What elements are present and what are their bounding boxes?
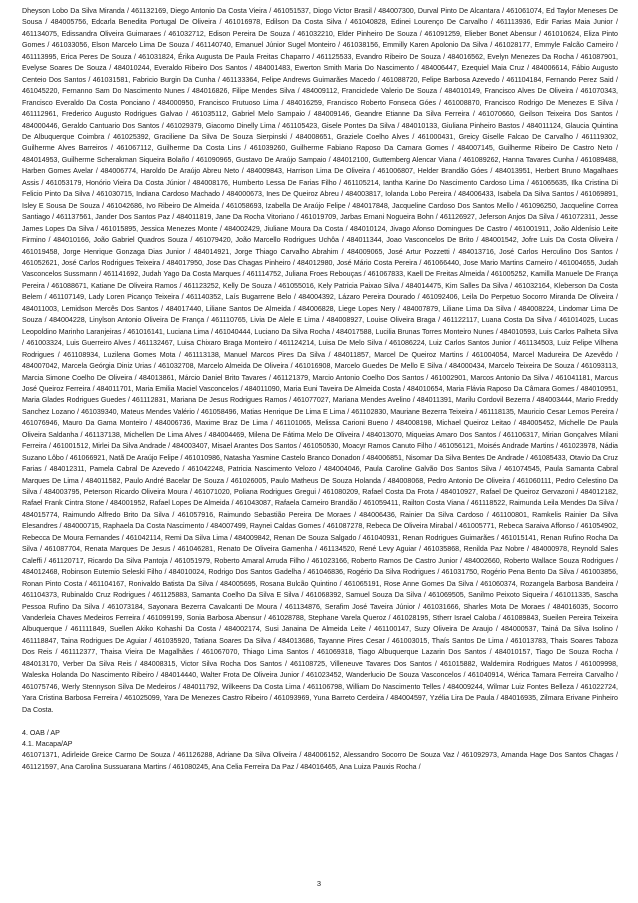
subsection-list-paragraph: 461071371, Adirleide Greice Carmo De Souza / 461126288, Adriane Da Silva Oliveira / 484006152, Alessandro Socorro De Souza Vaz / 461092973, Amanda Hage Dos Santos Chagas / 461121597, Ana Carolina Sussuarana Martins / 461080245, Ana Celia Ferreira Da Paz / 484016465, Ana Luiza Pauxis Rocha /	[22, 751, 618, 771]
document-page	[22, 6, 618, 773]
section-heading: 4. OAB / AP	[22, 728, 60, 737]
paragraph-spacer	[22, 716, 618, 727]
page-number: 3	[316, 879, 322, 888]
registrant-list-paragraph: Dheyson Lobo Da Silva Miranda / 461132169, Diego Antonio Da Costa Vieira / 461051537, Diogo Victor Brasil / 484007300, Durval Pinto De Alcantara / 461061074, Ed Taylor Meneses De Sousa / 484005756, Edcarla Benedita Portugal De Oliveira / 461016978, Edilson Da Costa Silva / 461040828, Edinei Lourenço De Carvalho / 461113936, Edir Farias Maia Junior / 461134075, Edissandra Oliveira Guimaraes / 461032712, Edison Pereira De Souza / 461032210, Elder Pinheiro De Souza / 461091259, Elieber Bonet Abensur / 461010624, Eliza Pinto Gomes / 461033056, Elson Marcelo Lima De Souza / 461140740, Emanuel Júnior Sugel Monteiro / 461038156, Emmilly Karen Apolonio Da Silva / 461028177, Emmyle Falcão Carneiro / 461113995, Erica Peres De Souza / 461031824, Érika Augusta De Paula Freitas Chaparro / 461125533, Evandro Ribeiro De Souza / 484016562, Evelyn Menezes Da Rocha / 461087901, Evelyse Soares De Souza / 484010244, Everaldo Ribeiro Dos Santos / 484001483, Ewerton Smith Maria Do Nascimento / 484006447, Ezequiel Maia Cruz / 484006614, Fábio Augusto Centeio Dos Santos / 461031581, Fabricio Burgin Da Cunha / 461133364, Felipe Andrews Guimarães Macedo / 461088720, Felipe Barbosa Azevedo / 461104184, Fernando Perez Said / 461045220, Fernanno Sam Do Nascimento Nunes / 484016826, Filipe Mendes Silva / 484009112, Franciclede Valerio De Souza / 484010149, Francisco Alves De Oliveira / 461070343, Francisco Everaldo Da Costa Ponciano / 484000950, Francisco Frutuoso Lima / 484016259, Francisco Roberto Fonseca Góes / 461008870, Francisco Rodrigo De Menezes E Silva / 461112961, Frederico Augusto Rodrigues Galvao / 461035112, Gabriel Melo Sampaio / 484009146, Geandre Etianne Da Silva Ferreira / 461070660, Geilson Teixeira Dos Santos / 484000446, Geraldo Cantuario Dos Santos / 461029379, Giacomo Dinelly Lima / 461105423, Gisele Pontes Da Silva / 484010133, Giuliana Pinheiro Bastos / 484011124, Glaucia Quintina De Albuquerque Coimbra / 461025392, Graciliene Da Silva De Souza Sierpinski / 484008651, Graziele Coelho Alves / 461000431, Greicy Giselle Falcao De Carvalho / 461119302, Guilherme Alves Barreiros / 461067112, Guilherme Da Costa Lins / 461039260, Guilherme Fabiano Raposo Da Camara Gomes / 484007145, Guilherme Ribeiro De Castro Neto / 484014953, Guilherme Scherakman Siqueira Bolaño / 461090965, Gustavo De Araújo Sampaio / 484012100, Guttemberg Alencar Viana / 461089262, Hanna Tavares Cunha / 461089488, Harben Gomes Avelar / 484006774, Haroldo De Araújo Abreu Neto / 484009843, Harrison Lima De Oliveira / 461006807, Helder Brandão Góes / 484013951, Herbert Bruno Magalhaes Assis / 461053179, Honório Vieira Da Costa Júnior / 484008176, Humberto Lessa De Farias Filho / 461105214, Iantha Karine Do Nascimento Cardoso Lima / 461065635, Ilka Cristina Di Felicio Pinto Da Silva / 461030715, Indiana Cardoso Machado / 484000673, Ines De Queiroz Abreu / 484003817, Iolanda Lobo Pereira / 484006433, Isabela Da Silva Santos / 461069891, Isley E Sousa De Souza / 461042686, Ivo Ribeiro De Almeida / 461058693, Izabella De Araújo Felipe / 484017848, Jacqueline Cardoso Dos Santos Mello / 461096250, Jacqueline Correa Santiago / 461137561, Jander Dos Santos Paz / 484011819, Jane Da Rocha Vitoriano / 461019709, Jarbas Ernani Nogueira Bohn / 461126927, Jeferson Anjos Da Silva / 461072311, Jesse James Lopes Da Silva / 461015895, Jessica Menezes Monte / 484002429, Jiuliane Moura Da Costa / 484010124, Jivago Afonso Domingues De Castro / 461001911, João Aldenísio Leite Firmino / 484010166, João Gabriel Quadros Souza / 461079420, João Marcello Rodrigues Uchôa / 484011344, Joao Vasconcelos De Brito / 484001542, Jofre Luis Da Costa Oliveira / 461019458, Jorge Henrique Gonzaga Dias Junior / 484014921, Jorge Thiago Carvalho Abrahim / 484009065, José Artur Pozzetti / 484013716, José Carlos Herculino Dos Santos / 461052621, José Carlos Rodrigues Teixeira / 484017950, Jose Das Chagas Pinheiro / 484012980, José Mário Costa Pereira / 461066440, Jose Mario Martins Carneiro / 461004655, Judah Vasconcelos Sussmann / 461141692, Judah Yago Da Costa Marques / 461114752, Juliana Froes Rebouças / 461067833, Kaell De Freitas Almeida / 461005252, Kamilla Manuele De França Pereira / 461088671, Katiane De Oliveira Ramos / 461123252, Kelly De Souza / 461055016, Kely Patricia Paixao Silva / 484014475, Kim Salles Da Silva / 461032164, Kleberson Da Costa Belem / 461107149, Lady Loren Picanço Teixeira / 461140352, Laís Bugarrene Belo / 484004392, Lázaro Pereira Dourado / 461092406, Leila Do Perpetuo Socorro Miranda De Oliveira / 484011003, Lemidson Mercês Dos Santos / 484017440, Liliane Santos De Almeida / 484006828, Liege Lopes Nery / 484007879, Liliane Lima Da Silva / 484008224, Lindomar Lima De Souza / 484004228, Linylson Antonio Oliveira De França / 461110765, Livia De Alele E Lima / 484008927, Louise Oliveira Braga / 461122117, Luana Costa Da Silva / 461014025, Lucas Leopoldino Marinho Laranjeiras / 461016141, Luciana Lima / 461040444, Luciano Da Silva Rocha / 484017588, Lucilia Brunas Torres Monteiro Nunes / 484010593, Luis Carlos Palheta Silva / 461003324, Luis Guerreiro Alves / 461132467, Luisa Chixaro Braga Monteiro / 461124214, Luisa De Melo Silva / 461086224, Luiz Carlos Santos Junior / 461134503, Luiz Felipe Vilhena Rodrigues / 461108934, Luzilena Gomes Mota / 461113138, Manuel Marcos Pires Da Silva / 484011857, Marcel De Queiroz Martins / 461004054, Marcel Madureira De Azevêdo / 484007042, Marcela Geórgia Diniz Urias / 461032708, Marcelo Almeida De Oliveira / 461016908, Marcelo Guedes De Mello E Silva / 484000434, Marcelo Teixeira De Souza / 461093113, Marcia Simone Coelho De Oliveira / 484013861, Márcio Daniel Brito Tavares / 461121379, Marcio Antonio Coelho Dos Santos / 461002901, Marcos Antonio Da Silva / 461041181, Marcus José Queiroz Ferreira / 484011701, Maria Emilia Maciel Vasconcelos / 484011090, Maria Euni Taveira De Almeida Costa / 484010654, Maria Flávia Raposo Da Câmara Gomes / 484010951, Maria Glades Rodrigues Guedes / 461112831, Mariana De Jesus Rodrigues Ramos / 461077027, Mariana Mendes Avelino / 484011391, Marilu Cordovil Bezerra / 484003444, Mario Freddy Sanchez Lozano / 461039340, Mateus Mendes Valério / 461058496, Matias Henrique De Lima E Lima / 461102830, Mauriane Bezerra Teixeira / 461118135, Mauricio Cesar Lemos Pereira / 461076946, Mauro Da Gama Monteiro / 484006736, Maxime Braz De Lima / 461101065, Melissa Carioni Bueno / 484008198, Michael Queiroz Leitao / 484005452, Michelle De Paula Oliveira Saldanha / 461137138, Michellen De Lima Alves / 484004469, Milena De Fátima Melo De Oliveira / 484013070, Miqueias Amaro Dos Santos / 461106317, Mirian Gonçalves Milani Ferreira / 461001512, Mirlei Da Silva Andrade / 484003407, Misael Arantes Dos Santos / 461050530, Moacyr Ramos Canuto Filho / 461056121, Moisés Andrade Martins / 461023978, Nádia Suzano Lôbo / 461066921, Natã De Araújo Felipe / 461010986, Natasha Yasmine Castelo Branco Donadon / 484006851, Nisomar Da Silva Bentes De Andrade / 461085433, Otavio Da Cruz Farias / 484012311, Pamela Cabral De Azevedo / 461042248, Patricia Nascimento Velozo / 484004046, Paula Caroline Galvão Dos Santos Silva / 461074545, Paula Samanta Cabral Marques De Lima / 484011582, Paulo André Bacelar De Souza / 461026005, Paulo Matheus De Souza Holanda / 484008068, Pedro Antonio De Oliveira / 461060111, Pedro Celestino Da Silva / 484003795, Peterson Ricardo Oliveira Moura / 461071020, Poliana Rodrigues Gregui / 461080209, Rafael Costa Da Frota / 484010927, Rafael De Queiroz Gervazoni / 484012182, Rafael Frank Cintra Stone / 484001952, Rafael Lopes De Almeida / 461043087, Rafaela Carneiro Brandão / 461059411, Railton Costa Viana / 461118522, Raimunda Leila Mendes Da Silva / 484015774, Raimundo Alfredo Brito Da Silva / 461057916, Raimundo Sebastião Pereira De Moraes / 484006436, Rainier Da Silva Cardoso / 461100801, Ramkelis Rainier Da Silva Elesandres / 484000715, Raphaela Da Costa Nascimento / 484007499, Raynei Caldas Gomes / 461087278, Rebeca De Oliveira Mirabal / 461005771, Rebeca Saraiva Affonso / 461054902, Rebecca De Moura Fernandes / 461042114, Remi Da Silva Lima / 484009842, Renan De Souza Salgado / 461040931, Renan Rodrigues Guimarães / 461015141, Renan Rufino Rocha Da Silva / 461087704, Renata Marques De Jesus / 461046281, Renato De Oliveira Gamenha / 461134520, René Levy Aguiar / 461035868, Renilda Paz Nobre / 484000978, Reynold Sales Caleffi / 461120717, Ricardo Da Silva Pantoja / 461051979, Roberto Amaral Arruda Filho / 461023166, Roberto Ramos De Castro Junior / 484002660, Roberto Wallace Souza Rodrigues / 484012468, Robinson Eutemio Seleski Filho / 484010024, Rodrigo Dos Santos Gadelha / 461046836, Rogério Da Silva Rodrigues / 461031750, Rogério Pena Bento Da Silva / 461003856, Ronan Pinto Costa / 461104167, Ronivaldo Batista Da Silva / 484005695, Rosana Bulcão Quintino / 461065191, Rose Anne Gomes Da Silva / 461060374, Rozangela Barbosa Bandeira / 461104373, Rubinaldo Cruz Rodrigues / 461125883, Samanta Coelho Da Silva E Silva / 461068392, Samuel Souza Da Silva / 461069505, Sanilmo Peixoto Siqueira / 461011335, Sascha Pessoa Rufino Da Silva / 461073184, Sayonara Bezerra Cavalcanti De Moura / 461134876, Serafim José Taveira Júnior / 461031666, Sharles Mota De Moraes / 484016035, Socorro Vanderleia Chaves Medeiros Ferreira / 461099199, Sonia Barbosa Abensur / 461028788, Stephane Varela Queroz / 461028195, Stherr Israel Caloba / 461089843, Sueilen Pereira Teixeira Albuquerque / 461111849, Suellen Akiko Kohashi Da Costa / 484002174, Susi Janaina De Almeida Leite / 461100147, Suzy Oliveira De Araujo / 484000537, Tainá Da Silva Isolino / 461118847, Taina Rodrigues De Aguiar / 461035920, Tatiana Soares Da Silva / 484013686, Tayanne Pires Cesar / 461003015, Thaís Santos De Lima / 461013783, Thais Soares Taboza Dos Reis / 461112377, Thaisa Vieira De Magalhães / 461067070, Thiago Lima Santos / 461069318, Tiago Albuquerque Lazarin Dos Santos / 484010157, Tiago De Souza Rocha / 484013170, Verber Da Silva Reis / 484008315, Victor Silva Rocha Dos Santos / 461108725, Villeneuve Tavares Dos Santos / 461015882, Waldemira Rodrigues Matos / 461009998, Waleska Holanda Do Nascimento Ribeiro / 484014440, Walter Frota De Oliveira Junior / 461023452, Wanderlucio De Souza Vasconcelos / 461040914, Wérica Tamara Ferreira Carvalho / 461075746, Werly Stennyson Silva De Medeiros / 484011792, Wilkeens Da Costa Lima / 461106798, William Do Nascimento Telles / 484009244, Wilmar Luiz Fontes Belleza / 461022724, Yara Cristina Barbosa Ferreira / 461025099, Yara De Menezes Castro Ribeiro / 461093969, Yuna Barreto Cerdeira / 484004597, Yzélia Lira De Paula / 484016935, Zilmara Erivane Pinheiro Da Costa.	[22, 7, 619, 714]
subsection-heading: 4.1. Macapa/AP	[22, 739, 73, 748]
